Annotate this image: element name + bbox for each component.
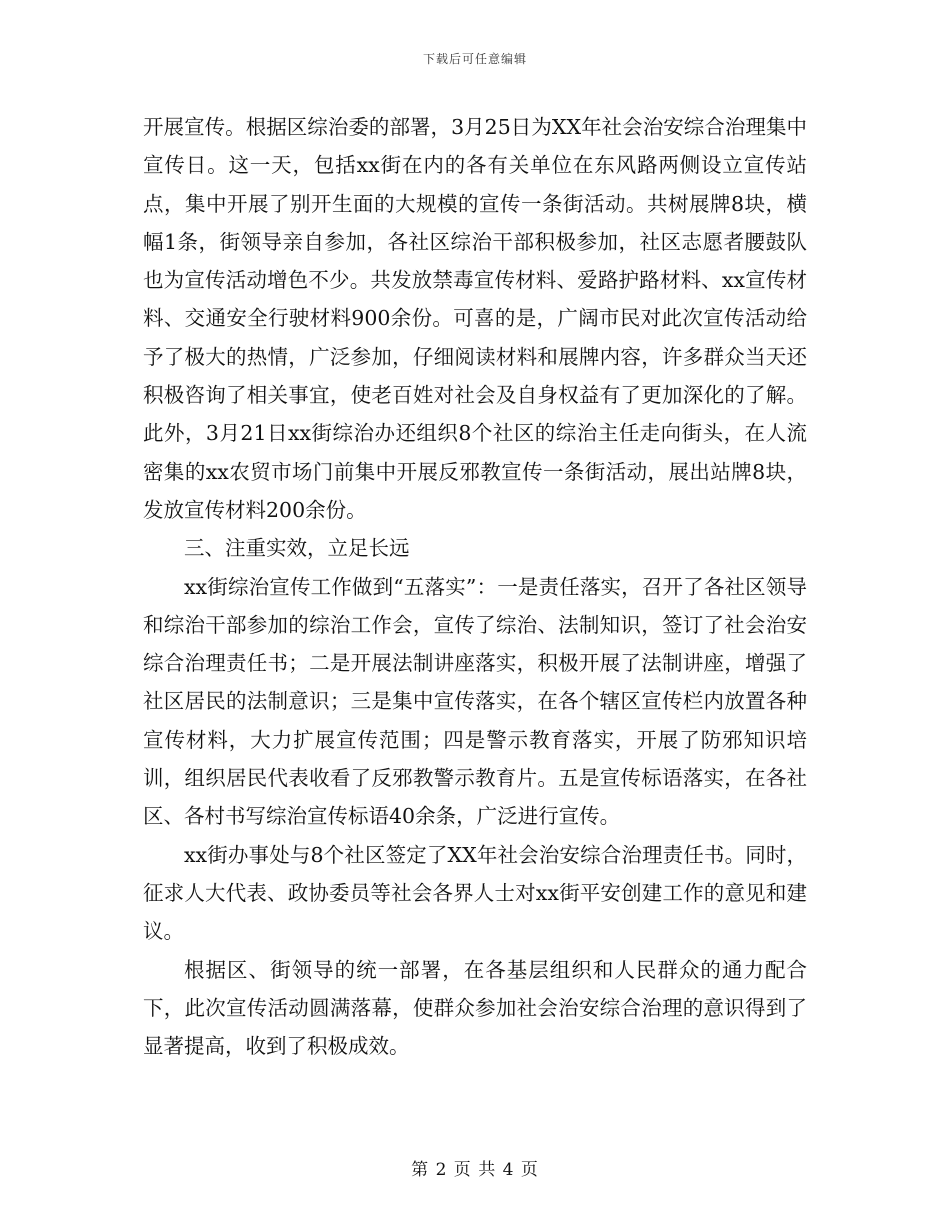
paragraph-conclusion: 根据区、街领导的统一部署，在各基层组织和人民群众的通力配合下，此次宣传活动圆满落幕，使群众参加社会治安综合治理的意识得到了显著提高，收到了积极成效。 (143, 957, 807, 1059)
paragraph-responsibility-agreement: xx街办事处与8个社区签定了XX年社会治安综合治理责任书。同时，征求人大代表、政协委员等社会各界人士对xx街平安创建工作的意见和建议。 (143, 842, 807, 944)
page-header-note: 下载后可任意编辑 (422, 52, 527, 66)
document-body (143, 108, 807, 1065)
paragraph-five-implementations: xx街综治宣传工作做到“五落实”：一是责任落实，召开了各社区领导和综治干部参加的综治工作会，宣传了综治、法制知识，签订了社会治安综合治理责任书；二是开展法制讲座落实，积极开展了法制讲座，增强了社区居民的法制意识；三是集中宣传落实，在各个辖区宣传栏内放置各种宣传材料，大力扩展宣传范围；四是警示教育落实，开展了防邪知识培训，组织居民代表收看了反邪教警示教育片。五是宣传标语落实，在各社区、各村书写综治宣传标语40余条，广泛进行宣传。 (143, 574, 807, 829)
paragraph-continuation: 开展宣传。根据区综治委的部署，3月25日为XX年社会治安综合治理集中宣传日。这一天，包括xx街在内的各有关单位在东风路两侧设立宣传站点，集中开展了别开生面的大规模的宣传一条街活动。共树展牌8块，横幅1条，街领导亲自参加，各社区综治干部积极参加，社区志愿者腰鼓队也为宣传活动增色不少。共发放禁毒宣传材料、爱路护路材料、xx宣传材料、交通安全行驶材料900余份。可喜的是，广阔市民对此次宣传活动给予了极大的热情，广泛参加，仔细阅读材料和展牌内容，许多群众当天还积极咨询了相关事宜，使老百姓对社会及自身权益有了更加深化的了解。此外，3月21日xx街综治办还组织8个社区的综治主任走向街头，在人流密集的xx农贸市场门前集中开展反邪教宣传一条街活动，展出站牌8块，发放宣传材料200余份。 (143, 115, 807, 522)
section-heading: 三、注重实效，立足长远 (184, 536, 410, 561)
page-number-footer: 第 2 页 共 4 页 (411, 1160, 539, 1180)
